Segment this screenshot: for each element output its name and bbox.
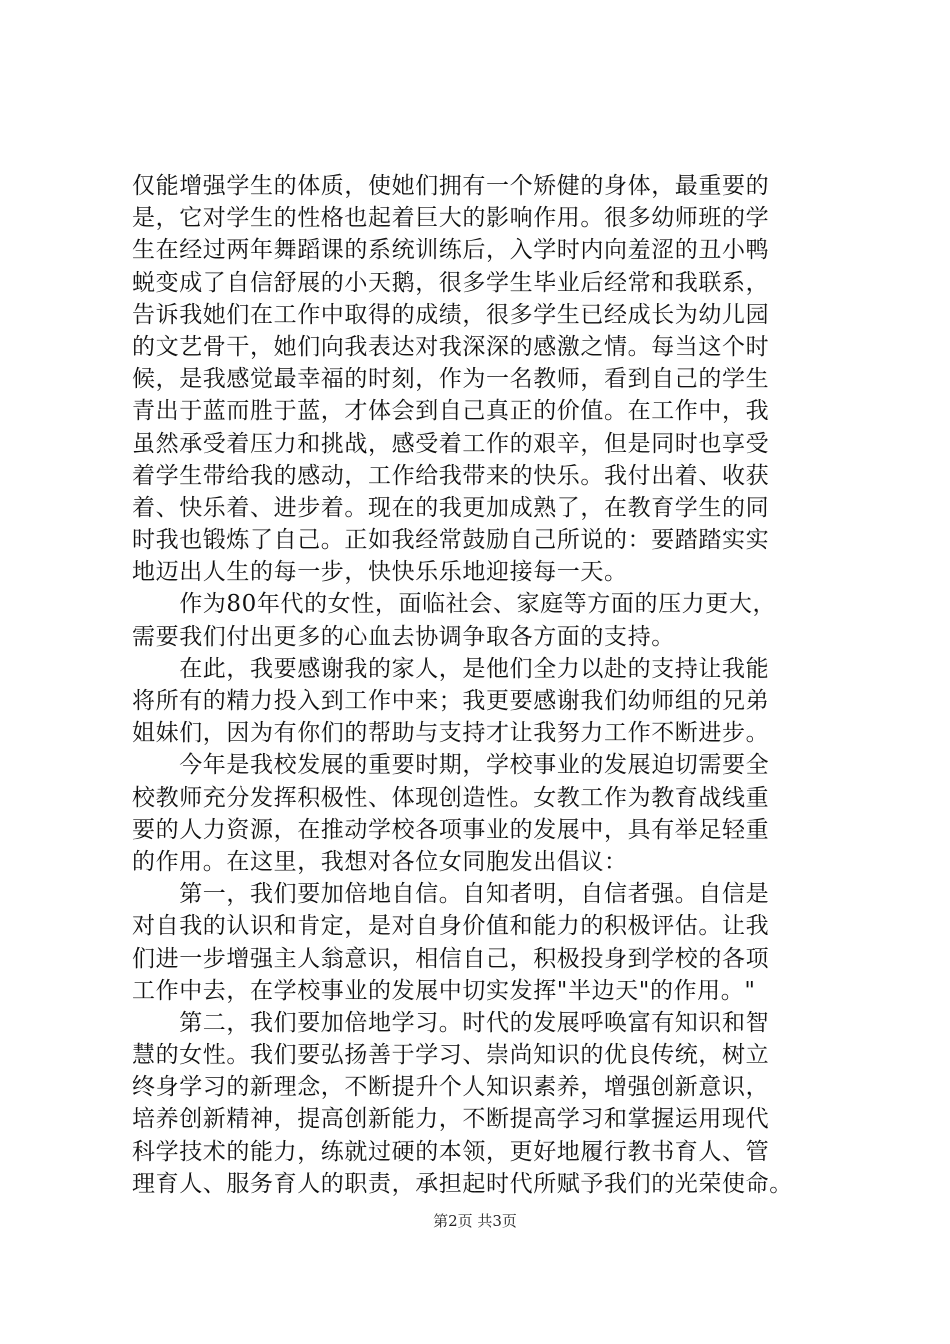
text-line: 地迈出人生的每一步，快快乐乐地迎接每一天。 <box>132 559 628 586</box>
text-line: 的作用。在这里，我想对各位女同胞发出倡议： <box>132 848 628 875</box>
text-line: 候，是我感觉最幸福的时刻，作为一名教师，看到自己的学生 <box>132 366 770 393</box>
text-line: 科学技术的能力，练就过硬的本领，更好地履行教书育人、管 <box>132 1138 770 1165</box>
text-line: 终身学习的新理念，不断提升个人知识素养，增强创新意识， <box>132 1074 770 1101</box>
text-line: 是，它对学生的性格也起着巨大的影响作用。很多幼师班的学 <box>132 205 770 232</box>
text-line: 作为80年代的女性，面临社会、家庭等方面的压力更大， <box>132 591 777 618</box>
text-line: 虽然承受着压力和挑战，感受着工作的艰辛，但是同时也享受 <box>132 430 770 457</box>
text-line: 第一，我们要加倍地自信。自知者明，自信者强。自信是 <box>132 881 770 908</box>
text-line: 要的人力资源，在推动学校各项事业的发展中，具有举足轻重 <box>132 816 770 843</box>
text-line: 培养创新精神，提高创新能力，不断提高学习和掌握运用现代 <box>132 1106 770 1133</box>
text-line: 着、快乐着、进步着。现在的我更加成熟了，在教育学生的同 <box>132 494 770 521</box>
text-line: 时我也锻炼了自己。正如我经常鼓励自己所说的：要踏踏实实 <box>132 527 770 554</box>
text-line: 青出于蓝而胜于蓝，才体会到自己真正的价值。在工作中，我 <box>132 398 770 425</box>
text-line: 在此，我要感谢我的家人，是他们全力以赴的支持让我能 <box>132 655 770 682</box>
text-line: 告诉我她们在工作中取得的成绩，很多学生已经成长为幼儿园 <box>132 301 770 328</box>
text-line: 蜕变成了自信舒展的小天鹅，很多学生毕业后经常和我联系， <box>132 269 770 296</box>
text-line: 们进一步增强主人翁意识，相信自己，积极投身到学校的各项 <box>132 945 770 972</box>
text-line: 慧的女性。我们要弘扬善于学习、崇尚知识的优良传统，树立 <box>132 1042 770 1069</box>
text-line: 校教师充分发挥积极性、体现创造性。女教工作为教育战线重 <box>132 784 770 811</box>
text-line: 的文艺骨干，她们向我表达对我深深的感激之情。每当这个时 <box>132 333 770 360</box>
text-line: 理育人、服务育人的职责，承担起时代所赋予我们的光荣使命。 <box>132 1170 793 1197</box>
text-line: 对自我的认识和肯定，是对自身价值和能力的积极评估。让我 <box>132 913 770 940</box>
text-line: 需要我们付出更多的心血去协调争取各方面的支持。 <box>132 623 675 650</box>
text-line: 工作中去，在学校事业的发展中切实发挥"半边天"的作用。" <box>132 977 756 1004</box>
document-body <box>132 170 832 1200</box>
text-line: 姐妹们，因为有你们的帮助与支持才让我努力工作不断进步。 <box>132 720 770 747</box>
text-line: 今年是我校发展的重要时期，学校事业的发展迫切需要全 <box>132 752 770 779</box>
text-line: 将所有的精力投入到工作中来；我更要感谢我们幼师组的兄弟 <box>132 688 770 714</box>
text-line: 生在经过两年舞蹈课的系统训练后，入学时内向羞涩的丑小鸭 <box>132 237 770 264</box>
text-line: 第二，我们要加倍地学习。时代的发展呼唤富有知识和智 <box>132 1009 770 1036</box>
text-line: 着学生带给我的感动，工作给我带来的快乐。我付出着、收获 <box>132 462 770 489</box>
page-number-footer: 第2页 共3页 <box>433 1212 517 1230</box>
text-line: 仅能增强学生的体质，使她们拥有一个矫健的身体，最重要的 <box>132 173 770 199</box>
